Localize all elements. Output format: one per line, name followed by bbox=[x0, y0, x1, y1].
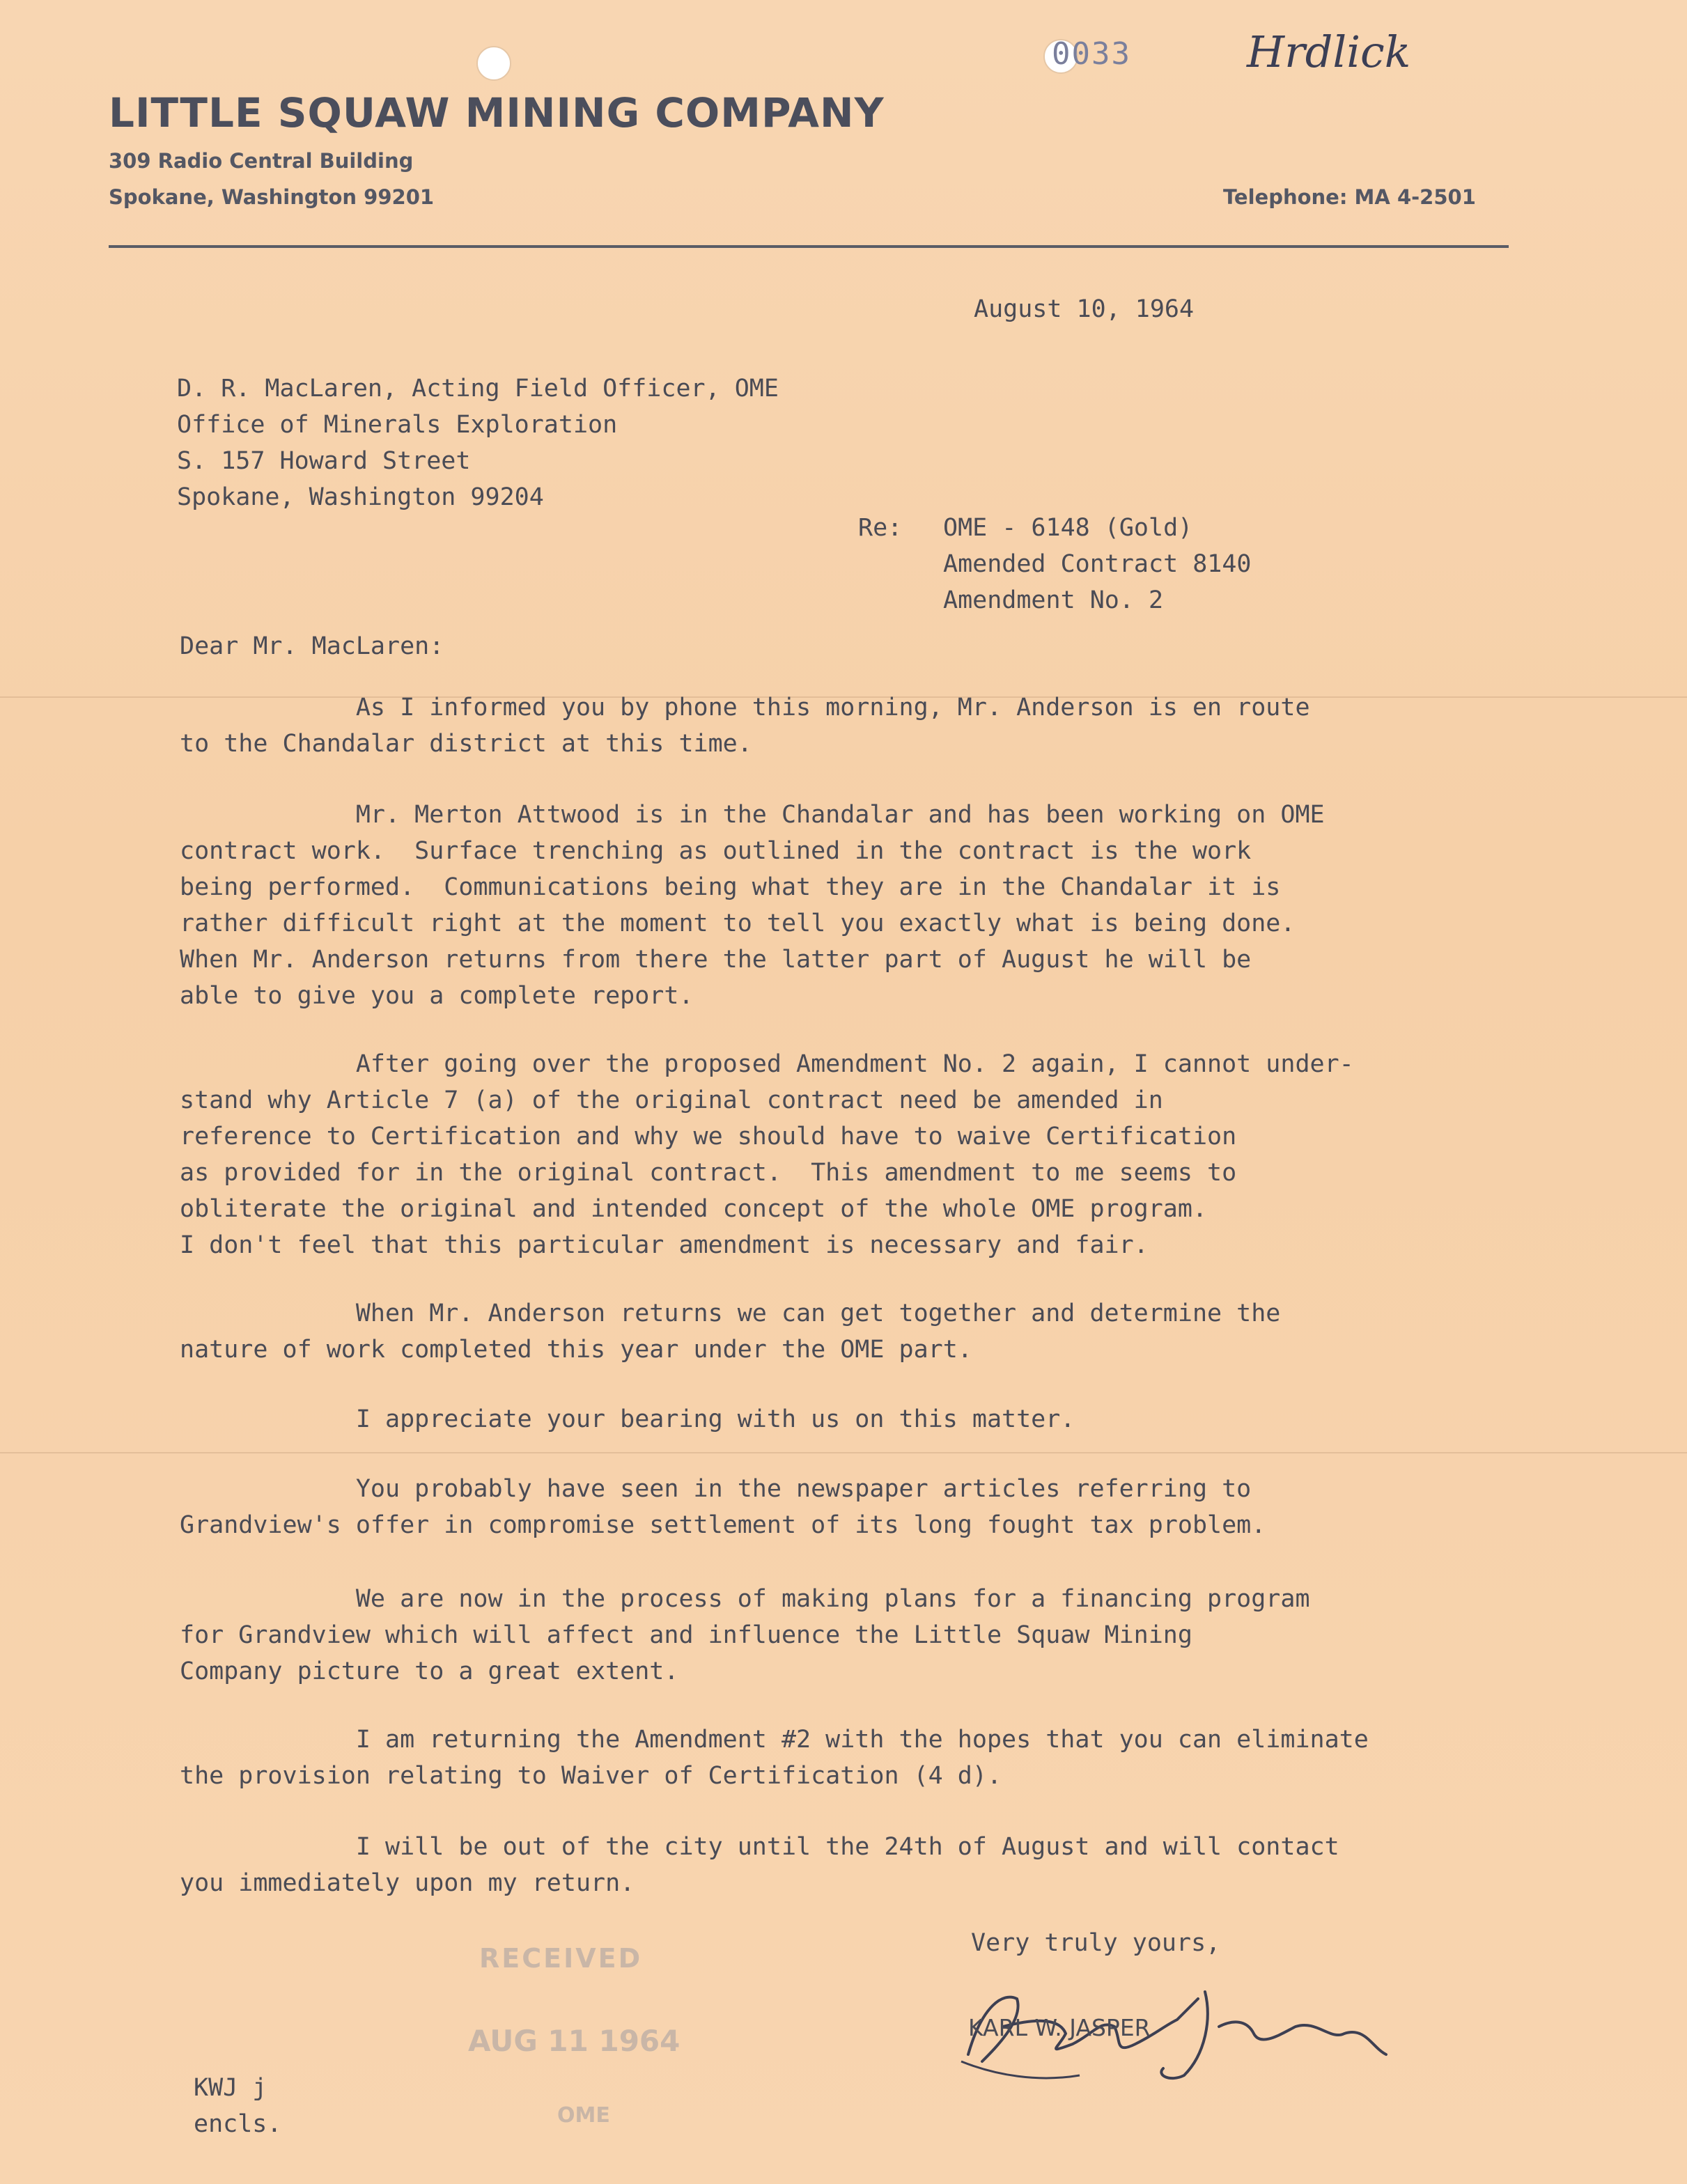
re-line: OME - 6148 (Gold) bbox=[943, 514, 1193, 542]
body-line: When Mr. Anderson returns we can get together and determine the bbox=[180, 1300, 1281, 1327]
re-line: Amendment No. 2 bbox=[943, 586, 1164, 614]
recipient-line: Spokane, Washington 99204 bbox=[177, 483, 544, 511]
file-number-stamp: 0033 bbox=[1052, 36, 1131, 72]
salutation: Dear Mr. MacLaren: bbox=[180, 632, 444, 660]
letterhead-rule bbox=[109, 245, 1509, 248]
body-line: I will be out of the city until the 24th of August and will contact bbox=[180, 1833, 1339, 1861]
body-line: able to give you a complete report. bbox=[180, 982, 694, 1010]
received-stamp-office: OME bbox=[557, 2103, 610, 2128]
body-line: the provision relating to Waiver of Certification (4 d). bbox=[180, 1762, 1002, 1790]
body-line: We are now in the process of making plans for a financing program bbox=[180, 1585, 1310, 1613]
handwritten-annotation: Hrdlick bbox=[1247, 26, 1411, 77]
body-line: Mr. Merton Attwood is in the Chandalar and has been working on OME bbox=[180, 801, 1325, 829]
received-stamp-line: RECEIVED bbox=[479, 1943, 643, 1974]
re-label: Re: bbox=[858, 514, 903, 542]
body-line: I appreciate your bearing with us on this matter. bbox=[180, 1405, 1075, 1433]
body-line: I don't feel that this particular amendment is necessary and fair. bbox=[180, 1231, 1149, 1259]
company-name: LITTLE SQUAW MINING COMPANY bbox=[109, 89, 885, 136]
body-line: I am returning the Amendment #2 with the hopes that you can eliminate bbox=[180, 1726, 1369, 1754]
body-line: for Grandview which will affect and influence the Little Squaw Mining bbox=[180, 1621, 1192, 1649]
punch-hole bbox=[476, 46, 511, 81]
body-line: you immediately upon my return. bbox=[180, 1869, 635, 1897]
typist-initials: KWJ j bbox=[194, 2074, 267, 2102]
enclosure-note: encls. bbox=[194, 2110, 282, 2138]
recipient-line: D. R. MacLaren, Acting Field Officer, OME bbox=[177, 375, 779, 403]
body-line: As I informed you by phone this morning, Mr. Anderson is en route bbox=[180, 694, 1310, 722]
body-line: stand why Article 7 (a) of the original contract need be amended in bbox=[180, 1086, 1163, 1114]
body-line: reference to Certification and why we should have to waive Certification bbox=[180, 1123, 1237, 1150]
closing: Very truly yours, bbox=[971, 1929, 1221, 1957]
body-line: contract work. Surface trenching as outlined in the contract is the work bbox=[180, 837, 1252, 865]
letter-date: August 10, 1964 bbox=[974, 295, 1195, 323]
body-line: Company picture to a great extent. bbox=[180, 1658, 679, 1685]
address-line-2: Spokane, Washington 99201 bbox=[109, 185, 435, 209]
received-stamp-date: AUG 11 1964 bbox=[468, 2024, 681, 2058]
telephone: Telephone: MA 4-2501 bbox=[1223, 185, 1476, 209]
recipient-line: S. 157 Howard Street bbox=[177, 447, 471, 475]
body-line: Grandview's offer in compromise settlement of its long fought tax problem. bbox=[180, 1511, 1266, 1539]
body-line: as provided for in the original contract. This amendment to me seems to bbox=[180, 1159, 1237, 1187]
recipient-line: Office of Minerals Exploration bbox=[177, 411, 618, 439]
fold-crease bbox=[0, 1452, 1687, 1453]
body-line: to the Chandalar district at this time. bbox=[180, 730, 752, 758]
body-line: nature of work completed this year under the OME part. bbox=[180, 1336, 972, 1364]
body-line: After going over the proposed Amendment No. 2 again, I cannot under- bbox=[180, 1050, 1354, 1078]
re-line: Amended Contract 8140 bbox=[943, 550, 1252, 578]
body-line: When Mr. Anderson returns from there the latter part of August he will be bbox=[180, 946, 1252, 974]
body-line: You probably have seen in the newspaper articles referring to bbox=[180, 1475, 1252, 1503]
address-line-1: 309 Radio Central Building bbox=[109, 149, 414, 173]
body-line: obliterate the original and intended concept of the whole OME program. bbox=[180, 1195, 1208, 1223]
body-line: rather difficult right at the moment to tell you exactly what is being done. bbox=[180, 910, 1296, 937]
body-line: being performed. Communications being what they are in the Chandalar it is bbox=[180, 873, 1281, 901]
signer-name: KARL W. JASPER bbox=[968, 2014, 1151, 2041]
